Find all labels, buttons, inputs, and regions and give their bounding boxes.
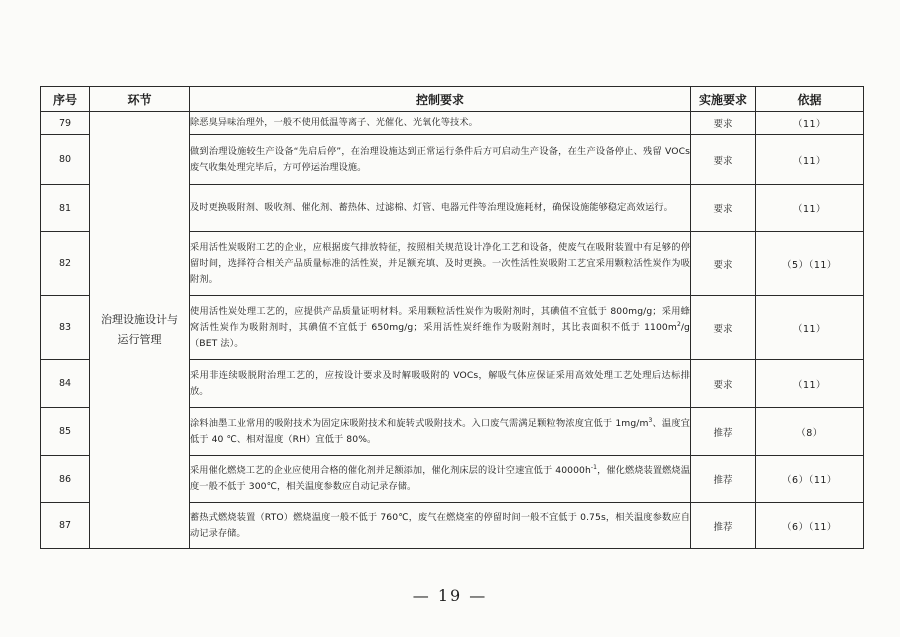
header-seq: 序号 — [41, 87, 90, 112]
basis-value: （11） — [756, 112, 864, 135]
basis-value: （8） — [756, 408, 864, 456]
control-requirement: 除恶臭异味治理外，一般不使用低温等离子、光催化、光氧化等技术。 — [190, 112, 691, 135]
header-implementation: 实施要求 — [691, 87, 756, 112]
row-number: 79 — [41, 112, 90, 135]
header-control: 控制要求 — [190, 87, 691, 112]
row-number: 85 — [41, 408, 90, 456]
implementation-value: 推荐 — [691, 503, 756, 549]
row-number: 84 — [41, 360, 90, 408]
control-requirement — [190, 456, 691, 503]
implementation-value: 推荐 — [691, 408, 756, 456]
row-number: 81 — [41, 185, 90, 232]
page-number: — 19 — — [412, 586, 488, 605]
implementation-value: 要求 — [691, 135, 756, 185]
row-number: 83 — [41, 296, 90, 360]
implementation-value: 要求 — [691, 232, 756, 296]
table-row — [41, 112, 864, 135]
header-stage: 环节 — [90, 87, 190, 112]
row-number: 82 — [41, 232, 90, 296]
basis-value: （6）（11） — [756, 456, 864, 503]
implementation-value: 要求 — [691, 296, 756, 360]
control-requirement: 采用活性炭吸附工艺的企业，应根据废气排放特征，按照相关规范设计净化工艺和设备，使废气在吸附装置中有足够的停留时间，选择符合相关产品质量标准的活性炭，并足额充填、及时更换。一次性活性炭吸附工艺宜采用颗粒活性炭作为吸附剂。 — [190, 232, 691, 296]
implementation-value: 要求 — [691, 185, 756, 232]
basis-value: （11） — [756, 360, 864, 408]
stage-label-line2: 运行管理 — [117, 333, 162, 346]
row-number: 87 — [41, 503, 90, 549]
control-requirement — [190, 408, 691, 456]
requirement-text-cont: ，催化燃烧装置燃烧温度一般不低于 300℃，相关温度参数应自动记录存储。 — [190, 465, 690, 492]
table-header-row — [41, 87, 864, 112]
control-requirement: 采用非连续吸脱附治理工艺的，应按设计要求及时解吸吸附的 VOCs，解吸气体应保证采用高效处理工艺处理后达标排放。 — [190, 360, 691, 408]
implementation-value: 要求 — [691, 360, 756, 408]
basis-value: （11） — [756, 185, 864, 232]
control-requirements-table — [40, 86, 864, 549]
row-number: 86 — [41, 456, 90, 503]
requirement-text-cont: /g（BET 法）。 — [190, 321, 690, 349]
header-basis: 依据 — [756, 87, 864, 112]
superscript: 3 — [648, 416, 653, 424]
superscript: -1 — [590, 463, 598, 471]
control-requirement: 蓄热式燃烧装置（RTO）燃烧温度一般不低于 760℃，废气在燃烧室的停留时间一般不宜低于 0.75s，相关温度参数应自动记录存储。 — [190, 503, 691, 549]
superscript: 2 — [676, 320, 681, 328]
requirement-text-cont: 、温度宜低于 40 ℃、相对湿度（RH）宜低于 80%。 — [190, 417, 690, 445]
stage-cell — [90, 112, 190, 549]
control-requirement: 及时更换吸附剂、吸收剂、催化剂、蓄热体、过滤棉、灯管、电器元件等治理设施耗材，确保设施能够稳定高效运行。 — [190, 185, 691, 232]
stage-label-line1: 治理设施设计与 — [101, 313, 178, 326]
implementation-value: 要求 — [691, 112, 756, 135]
requirement-text: 使用活性炭处理工艺的，应提供产品质量证明材料。采用颗粒活性炭作为吸附剂时，其碘值不宜低于 800mg/g；采用蜂窝活性炭作为吸附剂时，其碘值不宜低于 650mg/g；采用活性炭纤维作为吸附剂时，其比表面积不低于 1100m — [190, 305, 690, 333]
control-requirement: 做到治理设施较生产设备“先启后停”，在治理设施达到正常运行条件后方可启动生产设备，在生产设备停止、残留 VOCs 废气收集处理完毕后，方可停运治理设施。 — [190, 135, 691, 185]
implementation-value: 推荐 — [691, 456, 756, 503]
basis-value: （5）（11） — [756, 232, 864, 296]
row-number: 80 — [41, 135, 90, 185]
basis-value: （11） — [756, 135, 864, 185]
requirement-text: 采用催化燃烧工艺的企业应使用合格的催化剂并足额添加，催化剂床层的设计空速宜低于 40000h — [190, 465, 591, 476]
basis-value: （6）（11） — [756, 503, 864, 549]
requirement-text: 涂料油墨工业常用的吸附技术为固定床吸附技术和旋转式吸附技术。入口废气需满足颗粒物浓度宜低于 1mg/m — [190, 417, 649, 429]
basis-value: （11） — [756, 296, 864, 360]
control-requirement — [190, 296, 691, 360]
